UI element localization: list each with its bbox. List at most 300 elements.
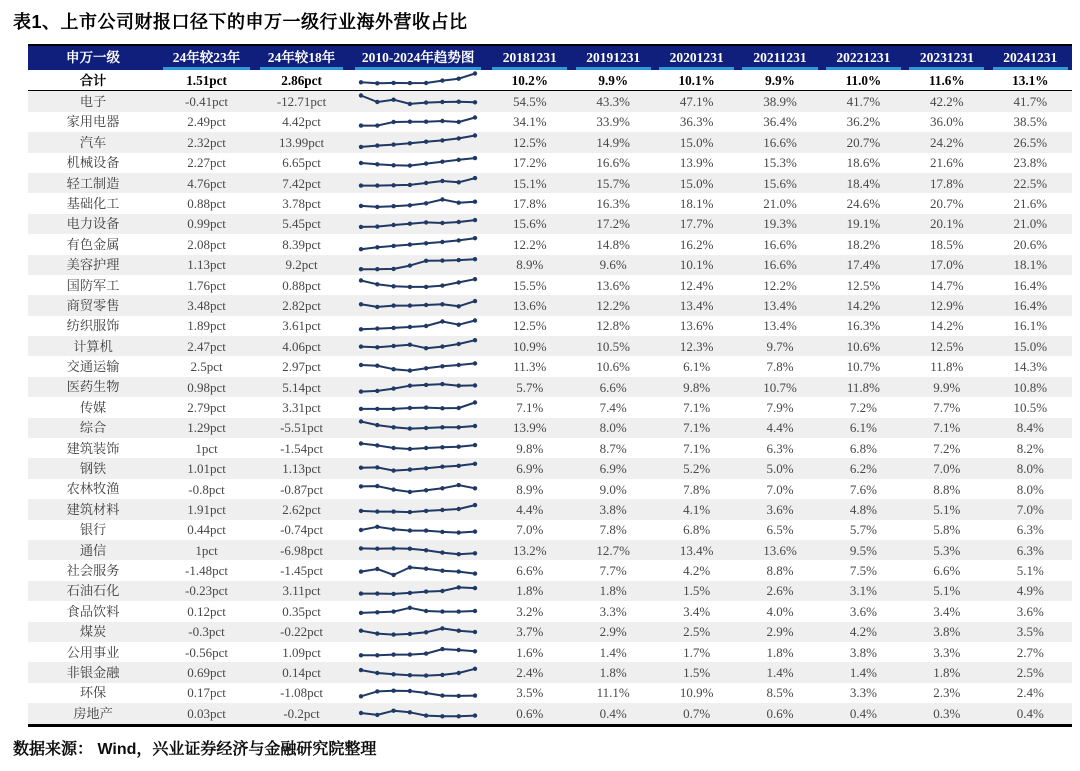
chg-vs-2018-cell: -5.51pct (280, 420, 324, 436)
industry-name-cell: 综合 (79, 420, 107, 436)
chg-vs-2018-cell: 8.39pct (282, 236, 321, 252)
trend-cell (348, 683, 488, 703)
chg-vs-2023-cell: -1.48pct (185, 563, 229, 579)
trend-cell (348, 438, 488, 458)
chg-vs-2018-cell: 0.14pct (282, 665, 321, 681)
trend-sparkline (355, 398, 481, 416)
year-value-cell-20201231: 18.1% (679, 196, 714, 212)
table-row (28, 581, 1072, 601)
chg-vs-2018-cell: 1.09pct (282, 644, 321, 660)
year-value-cell-20221231: 12.5% (846, 277, 881, 293)
trend-sparkline (355, 215, 481, 233)
year-value-cell-20241231: 20.6% (1013, 236, 1048, 252)
chg-vs-2023-cell: 1.13pct (187, 257, 226, 273)
year-value-cell-20221231: 7.2% (849, 399, 877, 415)
year-value-cell-20211231: 21.0% (763, 196, 797, 212)
trend-sparkline (355, 582, 481, 600)
industry-name-cell: 非银金融 (66, 664, 120, 680)
year-value-cell-20191231: 15.7% (596, 175, 630, 191)
year-value-cell-20231231: 6.6% (933, 563, 961, 579)
industry-name-cell: 传媒 (79, 399, 107, 415)
chg-vs-2023-cell: 2.49pct (187, 114, 226, 130)
industry-name-cell: 轻工制造 (66, 175, 120, 191)
year-value-cell-20211231: 1.4% (766, 665, 794, 681)
year-value-cell-20191231: 7.8% (599, 522, 627, 538)
chg-vs-2023-cell: -0.56pct (185, 644, 229, 660)
industry-name-cell: 电子 (79, 93, 107, 109)
chg-vs-2018-cell: 4.06pct (282, 338, 321, 354)
year-value-cell-20221231: 6.2% (849, 461, 877, 477)
chg-vs-2018-cell: -1.45pct (280, 563, 324, 579)
year-value-cell-20211231: 4.0% (766, 603, 794, 619)
table-body (28, 70, 1072, 725)
year-value-cell-20181231: 34.1% (513, 114, 547, 130)
year-value-cell-20221231: 24.6% (846, 196, 881, 212)
year-value-cell-20231231: 5.3% (933, 542, 961, 558)
year-value-cell-20211231: 16.6% (763, 257, 797, 273)
trend-cell (348, 275, 488, 295)
trend-cell (348, 397, 488, 417)
year-value-cell-20231231: 7.1% (933, 420, 961, 436)
year-value-cell-20211231: 10.7% (763, 379, 797, 395)
chg-vs-2023-cell: 2.27pct (187, 155, 226, 171)
year-value-cell-20211231: 12.2% (763, 277, 797, 293)
chg-vs-2018-cell: -1.54pct (280, 440, 324, 456)
trend-cell (348, 458, 488, 478)
year-value-cell-20221231: 6.1% (849, 420, 877, 436)
table-row (28, 316, 1072, 336)
trend-cell (348, 642, 488, 662)
year-value-cell-20221231: 18.2% (846, 236, 881, 252)
year-value-cell-20241231: 26.5% (1013, 134, 1048, 150)
table-row (28, 193, 1072, 213)
table-row (28, 458, 1072, 478)
year-value-cell-20241231: 10.8% (1013, 379, 1048, 395)
trend-sparkline (355, 174, 481, 192)
year-value-cell-20181231: 15.1% (513, 175, 547, 191)
year-value-cell-20241231: 16.1% (1013, 318, 1048, 334)
trend-cell (348, 479, 488, 499)
table-row (28, 153, 1072, 173)
table-row (28, 499, 1072, 519)
year-value-cell-20191231: 33.9% (596, 114, 630, 130)
industry-name-cell: 基础化工 (66, 195, 120, 211)
trend-sparkline (355, 113, 481, 131)
year-value-cell-20201231: 10.1% (679, 257, 714, 273)
year-value-cell-20201231: 7.8% (683, 481, 711, 497)
year-value-cell-20231231: 0.3% (933, 705, 961, 721)
year-value-cell-20231231: 18.5% (930, 236, 964, 252)
trend-sparkline (355, 378, 481, 396)
year-value-cell-20231231: 2.3% (933, 685, 961, 701)
year-value-cell-20181231: 12.5% (513, 318, 547, 334)
year-value-cell-20191231: 2.9% (599, 624, 627, 640)
trend-cell (348, 173, 488, 193)
trend-sparkline (355, 71, 481, 89)
chg-vs-2023-cell: 0.12pct (187, 603, 226, 619)
year-value-cell-20221231: 18.6% (846, 155, 881, 171)
year-value-cell-20191231: 8.7% (599, 440, 627, 456)
year-value-cell-20221231: 5.7% (849, 522, 877, 538)
chg-vs-2023-cell: 1.29pct (187, 420, 226, 436)
year-value-cell-20201231: 36.3% (679, 114, 714, 130)
table-row (28, 642, 1072, 662)
trend-cell (348, 214, 488, 234)
year-value-cell-20211231: 1.8% (766, 644, 794, 660)
trend-cell (348, 377, 488, 397)
trend-cell (348, 356, 488, 376)
year-value-cell-20241231: 3.5% (1016, 624, 1044, 640)
year-value-cell-20211231: 2.6% (766, 583, 794, 599)
trend-sparkline (355, 602, 481, 620)
chg-vs-2023-cell: 1.89pct (187, 318, 226, 334)
year-value-cell-20211231: 38.9% (763, 94, 797, 110)
year-value-cell-20191231: 14.8% (596, 236, 630, 252)
year-value-cell-20231231: 24.2% (930, 134, 964, 150)
column-header-3: 2010-2024年趋势图 (348, 45, 488, 70)
year-value-cell-20191231: 0.4% (599, 705, 627, 721)
chg-vs-2023-cell: 1.91pct (187, 501, 226, 517)
year-value-cell-20221231: 20.7% (846, 134, 881, 150)
table-row (28, 132, 1072, 152)
year-value-cell-20211231: 13.4% (763, 297, 797, 313)
year-value-cell-20221231: 10.6% (846, 338, 881, 354)
year-value-cell-20241231: 5.1% (1016, 563, 1044, 579)
year-value-cell-20181231: 3.2% (516, 603, 544, 619)
industry-name-cell: 钢铁 (79, 461, 107, 477)
column-header-9: 20231231 (905, 45, 988, 70)
industry-name-cell: 石油石化 (66, 583, 120, 599)
year-value-cell-20211231: 9.9% (738, 70, 821, 91)
year-value-cell-20181231: 13.9% (513, 420, 547, 436)
year-value-cell-20211231: 2.9% (766, 624, 794, 640)
year-value-cell-20241231: 8.0% (1016, 481, 1044, 497)
chg-vs-2018-cell: -1.08pct (280, 685, 324, 701)
year-value-cell-20181231: 10.9% (513, 338, 547, 354)
chg-vs-2018-cell: 2.97pct (282, 359, 321, 375)
year-value-cell-20201231: 13.4% (679, 542, 714, 558)
year-value-cell-20211231: 6.3% (766, 440, 794, 456)
year-value-cell-20191231: 9.6% (599, 257, 627, 273)
table-row (28, 397, 1072, 417)
chg-vs-2023-cell: 0.88pct (187, 196, 226, 212)
industry-name-cell: 美容护理 (66, 257, 120, 273)
year-value-cell-20181231: 12.5% (513, 134, 547, 150)
chg-vs-2018-cell: 5.14pct (282, 379, 321, 395)
trend-cell (348, 132, 488, 152)
year-value-cell-20221231: 14.2% (846, 297, 881, 313)
year-value-cell-20201231: 1.7% (683, 644, 711, 660)
industry-name-cell: 社会服务 (66, 562, 120, 578)
year-value-cell-20221231: 7.5% (849, 563, 877, 579)
trend-cell (348, 234, 488, 254)
year-value-cell-20221231: 11.8% (846, 379, 880, 395)
year-value-cell-20181231: 15.6% (513, 216, 547, 232)
industry-name-cell: 纺织服饰 (66, 318, 120, 334)
industry-name-cell: 食品饮料 (66, 603, 120, 619)
year-value-cell-20241231: 2.7% (1016, 644, 1044, 660)
chg-vs-2018-cell: 2.86pct (255, 70, 348, 91)
chg-vs-2018-cell: 2.62pct (282, 501, 321, 517)
year-value-cell-20211231: 3.6% (766, 501, 794, 517)
year-value-cell-20211231: 0.6% (766, 705, 794, 721)
year-value-cell-20231231: 8.8% (933, 481, 961, 497)
header-row (28, 45, 1072, 70)
trend-sparkline (355, 500, 481, 518)
chg-vs-2023-cell: 3.48pct (187, 297, 226, 313)
year-value-cell-20201231: 3.4% (683, 603, 711, 619)
chg-vs-2023-cell: 2.5pct (190, 359, 223, 375)
year-value-cell-20201231: 1.5% (683, 583, 711, 599)
trend-cell (348, 662, 488, 682)
trend-sparkline (355, 276, 481, 294)
year-value-cell-20191231: 1.4% (599, 644, 627, 660)
chg-vs-2018-cell: 3.78pct (282, 196, 321, 212)
chg-vs-2023-cell: 1.76pct (187, 277, 226, 293)
industry-name-cell: 医药生物 (66, 379, 120, 395)
year-value-cell-20241231: 8.0% (1016, 461, 1044, 477)
year-value-cell-20191231: 6.9% (599, 461, 627, 477)
year-value-cell-20211231: 13.6% (763, 542, 797, 558)
year-value-cell-20191231: 12.7% (596, 542, 630, 558)
year-value-cell-20201231: 7.1% (683, 420, 711, 436)
trend-cell (348, 560, 488, 580)
trend-sparkline (355, 93, 481, 111)
year-value-cell-20241231: 21.6% (1013, 196, 1048, 212)
trend-cell (348, 703, 488, 725)
year-value-cell-20181231: 12.2% (513, 236, 547, 252)
year-value-cell-20191231: 8.0% (599, 420, 627, 436)
year-value-cell-20201231: 4.2% (683, 563, 711, 579)
year-value-cell-20191231: 14.9% (596, 134, 630, 150)
industry-name-cell: 计算机 (73, 338, 113, 354)
table-row (28, 418, 1072, 438)
year-value-cell-20211231: 9.7% (766, 338, 794, 354)
year-value-cell-20181231: 3.7% (516, 624, 544, 640)
year-value-cell-20181231: 1.6% (516, 644, 544, 660)
year-value-cell-20221231: 3.6% (849, 603, 877, 619)
year-value-cell-20191231: 43.3% (596, 94, 630, 110)
chg-vs-2018-cell: 3.11pct (282, 583, 321, 599)
year-value-cell-20191231: 16.3% (596, 196, 630, 212)
column-header-0: 申万一级 (28, 45, 158, 70)
trend-sparkline (355, 684, 481, 702)
year-value-cell-20241231: 18.1% (1013, 257, 1048, 273)
year-value-cell-20241231: 0.4% (1016, 705, 1044, 721)
trend-sparkline (355, 562, 481, 580)
industry-name-cell: 煤炭 (79, 624, 107, 640)
year-value-cell-20181231: 2.4% (516, 665, 544, 681)
industry-name-cell: 合计 (28, 70, 158, 91)
year-value-cell-20221231: 19.1% (846, 216, 881, 232)
chg-vs-2018-cell: 1.13pct (282, 461, 321, 477)
chg-vs-2018-cell: -0.22pct (280, 624, 324, 640)
year-value-cell-20181231: 54.5% (513, 94, 547, 110)
year-value-cell-20231231: 11.8% (930, 359, 964, 375)
year-value-cell-20241231: 4.9% (1016, 583, 1044, 599)
year-value-cell-20201231: 6.1% (683, 359, 711, 375)
year-value-cell-20201231: 47.1% (679, 94, 714, 110)
chg-vs-2023-cell: 1pct (195, 542, 218, 558)
year-value-cell-20211231: 16.6% (763, 236, 797, 252)
trend-sparkline (355, 439, 481, 457)
chg-vs-2018-cell: 3.31pct (282, 399, 321, 415)
year-value-cell-20201231: 15.0% (679, 134, 714, 150)
year-value-cell-20181231: 5.7% (516, 379, 544, 395)
year-value-cell-20231231: 5.1% (933, 583, 961, 599)
table-row (28, 91, 1072, 112)
industry-name-cell: 商贸零售 (66, 297, 120, 313)
year-value-cell-20221231: 3.8% (849, 644, 877, 660)
year-value-cell-20181231: 0.6% (516, 705, 544, 721)
year-value-cell-20241231: 16.4% (1013, 297, 1048, 313)
table-row (28, 295, 1072, 315)
year-value-cell-20211231: 6.5% (766, 522, 794, 538)
year-value-cell-20231231: 17.0% (930, 257, 964, 273)
year-value-cell-20221231: 4.2% (849, 624, 877, 640)
trend-sparkline (355, 643, 481, 661)
year-value-cell-20191231: 12.2% (596, 297, 630, 313)
year-value-cell-20201231: 5.2% (683, 461, 711, 477)
table-row (28, 703, 1072, 725)
chg-vs-2018-cell: -0.87pct (280, 481, 324, 497)
year-value-cell-20231231: 20.7% (930, 196, 964, 212)
year-value-cell-20241231: 23.8% (1013, 155, 1048, 171)
year-value-cell-20201231: 2.5% (683, 624, 711, 640)
year-value-cell-20201231: 7.1% (683, 440, 711, 456)
table-row (28, 234, 1072, 254)
trend-sparkline (355, 521, 481, 539)
year-value-cell-20221231: 11.0% (822, 70, 905, 91)
year-value-cell-20221231: 41.7% (846, 94, 881, 110)
year-value-cell-20231231: 3.8% (933, 624, 961, 640)
chg-vs-2023-cell: -0.41pct (185, 94, 229, 110)
industry-name-cell: 公用事业 (66, 644, 120, 660)
year-value-cell-20221231: 9.5% (849, 542, 877, 558)
table-row (28, 683, 1072, 703)
chg-vs-2023-cell: 1.51pct (158, 70, 255, 91)
table-row (28, 479, 1072, 499)
table-row (28, 560, 1072, 580)
chg-vs-2018-cell: 0.88pct (282, 277, 321, 293)
year-value-cell-20241231: 7.0% (1016, 501, 1044, 517)
year-value-cell-20231231: 5.8% (933, 522, 961, 538)
year-value-cell-20241231: 6.3% (1016, 522, 1044, 538)
chg-vs-2023-cell: 2.32pct (187, 134, 226, 150)
year-value-cell-20181231: 17.2% (513, 155, 547, 171)
trend-sparkline (355, 358, 481, 376)
year-value-cell-20231231: 14.7% (930, 277, 964, 293)
table-row (28, 275, 1072, 295)
industry-name-cell: 环保 (79, 685, 107, 701)
trend-cell (348, 255, 488, 275)
year-value-cell-20201231: 4.1% (683, 501, 711, 517)
chg-vs-2023-cell: 0.98pct (187, 379, 226, 395)
industry-name-cell: 汽车 (79, 134, 107, 150)
year-value-cell-20231231: 12.5% (930, 338, 964, 354)
year-value-cell-20211231: 4.4% (766, 420, 794, 436)
chg-vs-2023-cell: -0.8pct (188, 481, 225, 497)
year-value-cell-20191231: 7.4% (599, 399, 627, 415)
table-title: 表1、上市公司财报口径下的申万一级行业海外营收占比 (13, 12, 468, 32)
year-value-cell-20241231: 2.5% (1016, 665, 1044, 681)
year-value-cell-20181231: 13.6% (513, 297, 547, 313)
year-value-cell-20191231: 9.9% (572, 70, 655, 91)
industry-name-cell: 交通运输 (66, 359, 120, 375)
year-value-cell-20201231: 10.9% (679, 685, 714, 701)
year-value-cell-20231231: 14.2% (930, 318, 964, 334)
year-value-cell-20211231: 7.0% (766, 481, 794, 497)
industry-name-cell: 农林牧渔 (66, 481, 120, 497)
year-value-cell-20181231: 8.9% (516, 257, 544, 273)
year-value-cell-20191231: 11.1% (596, 685, 630, 701)
year-value-cell-20241231: 22.5% (1013, 175, 1048, 191)
trend-sparkline (355, 337, 481, 355)
chg-vs-2023-cell: 2.47pct (187, 338, 226, 354)
year-value-cell-20211231: 15.6% (763, 175, 797, 191)
year-value-cell-20241231: 16.4% (1013, 277, 1048, 293)
industry-table (28, 44, 1072, 727)
trend-sparkline (355, 664, 481, 682)
year-value-cell-20201231: 17.7% (679, 216, 714, 232)
year-value-cell-20241231: 38.5% (1013, 114, 1048, 130)
year-value-cell-20181231: 17.8% (513, 196, 547, 212)
industry-name-cell: 建筑材料 (66, 501, 120, 517)
chg-vs-2023-cell: 2.08pct (187, 236, 226, 252)
year-value-cell-20211231: 19.3% (763, 216, 797, 232)
trend-cell (348, 581, 488, 601)
trend-sparkline (355, 296, 481, 314)
year-value-cell-20231231: 11.6% (905, 70, 988, 91)
year-value-cell-20231231: 7.2% (933, 440, 961, 456)
year-value-cell-20221231: 36.2% (846, 114, 881, 130)
year-value-cell-20231231: 42.2% (930, 94, 964, 110)
table-row (28, 173, 1072, 193)
industry-name-cell: 有色金属 (66, 236, 120, 252)
table-row (28, 438, 1072, 458)
year-value-cell-20231231: 9.9% (933, 379, 961, 395)
chg-vs-2023-cell: 0.17pct (187, 685, 226, 701)
column-header-6: 20201231 (655, 45, 738, 70)
table-row (28, 662, 1072, 682)
chg-vs-2023-cell: 4.76pct (187, 175, 226, 191)
trend-sparkline (355, 317, 481, 335)
year-value-cell-20181231: 1.8% (516, 583, 544, 599)
chg-vs-2018-cell: 13.99pct (278, 134, 325, 150)
year-value-cell-20231231: 17.8% (930, 175, 964, 191)
year-value-cell-20211231: 8.8% (766, 563, 794, 579)
industry-name-cell: 房地产 (73, 705, 113, 721)
trend-sparkline (355, 704, 481, 722)
chg-vs-2023-cell: 0.44pct (187, 522, 226, 538)
year-value-cell-20221231: 16.3% (846, 318, 881, 334)
table-row (28, 214, 1072, 234)
column-header-8: 20221231 (822, 45, 905, 70)
year-value-cell-20181231: 10.2% (488, 70, 571, 91)
industry-name-cell: 国防军工 (66, 277, 120, 293)
year-value-cell-20201231: 12.4% (679, 277, 714, 293)
chg-vs-2018-cell: 7.42pct (282, 175, 321, 191)
year-value-cell-20241231: 21.0% (1013, 216, 1048, 232)
year-value-cell-20191231: 3.8% (599, 501, 627, 517)
year-value-cell-20181231: 3.5% (516, 685, 544, 701)
trend-cell (348, 70, 488, 91)
year-value-cell-20181231: 11.3% (513, 359, 547, 375)
year-value-cell-20231231: 5.1% (933, 501, 961, 517)
year-value-cell-20201231: 13.4% (679, 297, 714, 313)
total-row (28, 70, 1072, 91)
year-value-cell-20201231: 6.8% (683, 522, 711, 538)
